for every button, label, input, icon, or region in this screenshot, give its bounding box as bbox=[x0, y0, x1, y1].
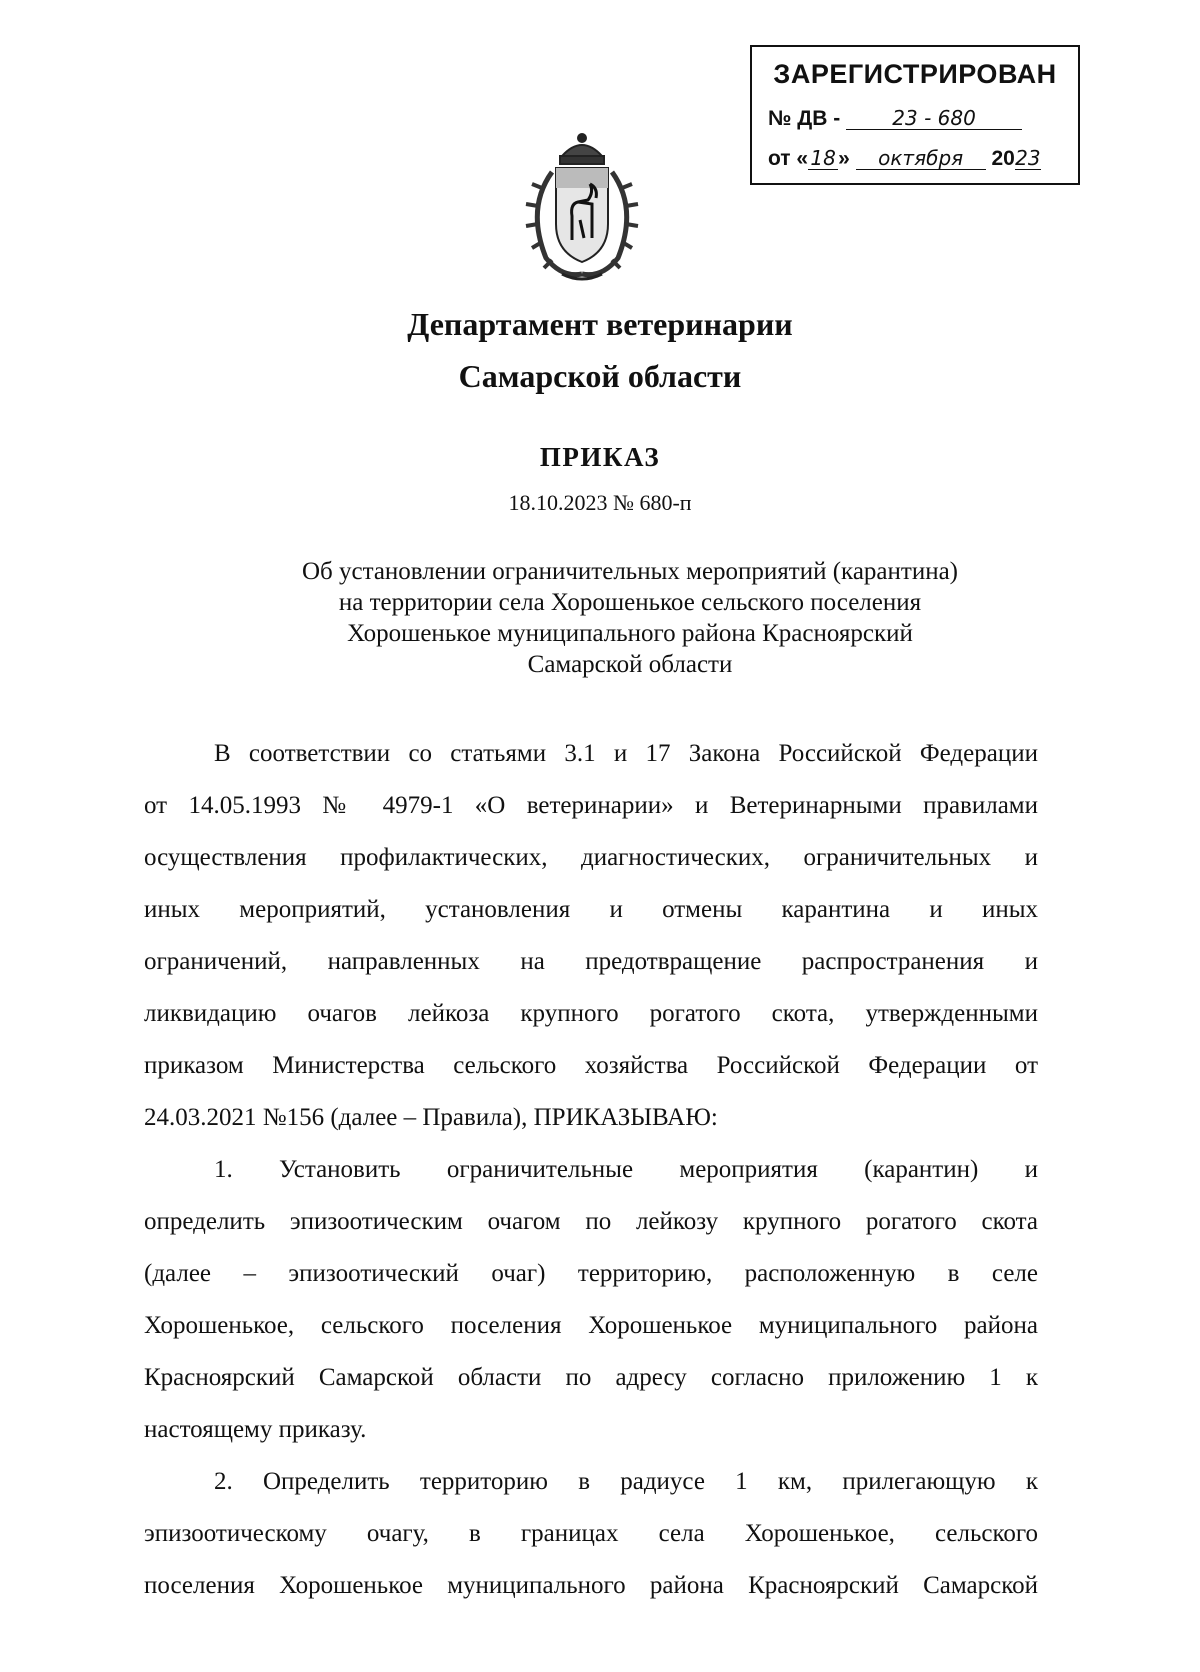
text-line: от 14.05.1993 № 4979-1 «О ветеринарии» и Ветеринарными правилами bbox=[144, 792, 1038, 819]
text-line: определить эпизоотическим очагом по лейкозу крупного рогатого скота bbox=[144, 1208, 1038, 1235]
text-line: В соответствии со статьями 3.1 и 17 Закона Российской Федерации bbox=[214, 740, 1038, 767]
document-type: ПРИКАЗ bbox=[539, 442, 661, 472]
text-line: ликвидацию очагов лейкоза крупного рогатого скота, утвержденными bbox=[144, 1000, 1038, 1027]
stamp-date-prefix: от « bbox=[768, 147, 809, 170]
text-line: поселения Хорошенькое муниципального района Красноярский Самарской bbox=[144, 1572, 1038, 1599]
department-name-line2: Самарской области bbox=[458, 358, 742, 394]
text-line: эпизоотическому очагу, в границах села Хорошенькое, сельского bbox=[144, 1520, 1038, 1547]
document-date-number: 18.10.2023 № 680-п bbox=[508, 490, 692, 515]
stamp-date-month: октября bbox=[856, 147, 986, 170]
document-body bbox=[144, 728, 1038, 1612]
text-line: 24.03.2021 №156 (далее – Правила), ПРИКАЗЫВАЮ: bbox=[144, 1104, 718, 1131]
stamp-date-day: 18 bbox=[808, 147, 838, 170]
stamp-date-row bbox=[768, 147, 1041, 171]
item-1-paragraph bbox=[144, 1144, 1038, 1456]
stamp-date-year-prefix: 20 bbox=[991, 147, 1015, 170]
text-line: Красноярский Самарской области по адресу согласно приложению 1 к bbox=[144, 1364, 1038, 1391]
preamble-paragraph bbox=[144, 728, 1038, 1144]
stamp-number-label: № ДВ - bbox=[768, 107, 841, 130]
text-line: приказом Министерства сельского хозяйства Российской Федерации от bbox=[144, 1052, 1038, 1079]
text-line: ограничений, направленных на предотвращение распространения и bbox=[144, 948, 1038, 975]
item-2-paragraph bbox=[144, 1456, 1038, 1612]
text-line: 1. Установить ограничительные мероприятия (карантин) и bbox=[214, 1156, 1038, 1183]
stamp-number-row bbox=[768, 107, 1022, 131]
subject-line: Самарской области bbox=[527, 651, 733, 678]
subject-line: Об установлении ограничительных мероприятий (карантина) bbox=[301, 558, 959, 585]
subject-line: на территории села Хорошенькое сельского поселения bbox=[338, 589, 922, 616]
samara-coat-of-arms-icon bbox=[512, 128, 652, 288]
text-line: (далее – эпизоотический очаг) территорию, расположенную в селе bbox=[144, 1260, 1038, 1287]
document-subject bbox=[240, 556, 1020, 680]
stamp-number-value: 23 - 680 bbox=[846, 107, 1022, 130]
stamp-date-mid: » bbox=[838, 147, 850, 170]
text-line: иных мероприятий, установления и отмены карантина и иных bbox=[144, 896, 1038, 923]
department-name-line1: Департамент ветеринарии bbox=[407, 306, 793, 342]
text-line: Хорошенькое, сельского поселения Хорошенькое муниципального района bbox=[144, 1312, 1038, 1339]
stamp-title: ЗАРЕГИСТРИРОВАН bbox=[773, 59, 1057, 89]
registration-stamp bbox=[750, 45, 1080, 185]
subject-line: Хорошенькое муниципального района Красноярский bbox=[347, 620, 913, 647]
text-line: 2. Определить территорию в радиусе 1 км, прилегающую к bbox=[214, 1468, 1038, 1495]
text-line: настоящему приказу. bbox=[144, 1416, 367, 1443]
stamp-date-year-suffix: 23 bbox=[1015, 146, 1041, 170]
text-line: осуществления профилактических, диагностических, ограничительных и bbox=[144, 844, 1038, 871]
